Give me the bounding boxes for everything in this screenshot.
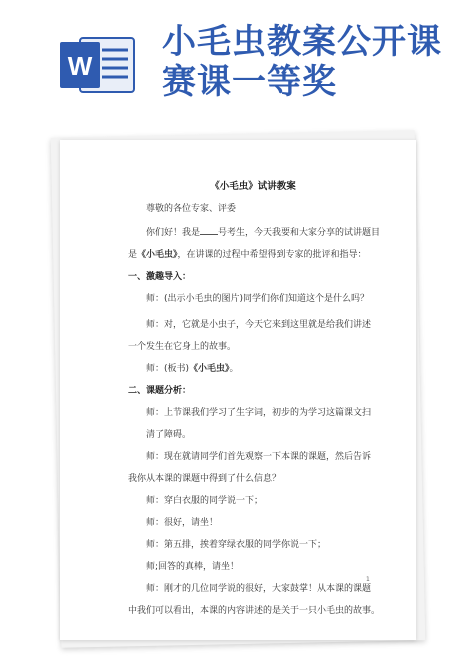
paragraph-line: 师：刚才的几位同学说的很好，大家鼓掌！从本课的课题 [146,584,372,594]
page-title: 小毛虫教案公开课赛课一等奖 [162,22,442,102]
intro-line-2: 是《小毛虫》，在讲课的过程中希望得到专家的批评和指导： [128,250,367,260]
document-body [128,180,381,618]
paragraph-line: 师：(出示小毛虫的图片)同学们你们知道这个是什么吗？ [146,294,370,304]
paragraph-line: 师：第五排，挨着穿绿衣服的同学你说一下； [146,540,327,550]
paragraph-line: 师：穿白衣服的同学说一下； [146,496,264,506]
intro-line: 你们好！我是 号考生，今天我要和大家分享的试讲题目 [128,225,378,240]
paragraph-line: 师;回答的真棒，请坐！ [146,562,240,572]
paragraph-line: 师：上节课我们学习了生字词，初步的为学习这篇课文扫 [146,408,372,418]
blank-underline [200,225,218,235]
section-heading-2: 二、课题分析： [128,386,192,396]
paragraph-line: 我你从本课的课题中得到了什么信息？ [128,474,282,484]
document-title: 《小毛虫》试讲教案 [210,181,296,192]
header-banner [0,0,474,120]
paragraph-line: 中我们可以看出，本课的内容讲述的是关于一只小毛虫的故事。 [128,606,381,616]
paragraph-line: 一个发生在它身上的故事。 [128,342,237,352]
paragraph-line: 师：现在就请同学们首先观察一下本课的课题，然后告诉 [146,452,372,462]
logo-letter: W [67,51,93,81]
page-number: 1 [366,576,370,583]
paragraph-line: 师：对，它就是小虫子，今天它来到这里就是给我们讲述 [146,320,372,330]
paragraph-line: 清了障碍。 [146,430,192,440]
paragraph-line: 师：很好，请坐！ [146,518,219,528]
word-document-icon [58,34,138,96]
paragraph-line: 师：(板书)《小毛虫》。 [146,364,239,374]
greeting-line: 尊敬的各位专家、评委 [146,204,237,214]
section-heading-1: 一、激趣导入： [128,272,192,282]
